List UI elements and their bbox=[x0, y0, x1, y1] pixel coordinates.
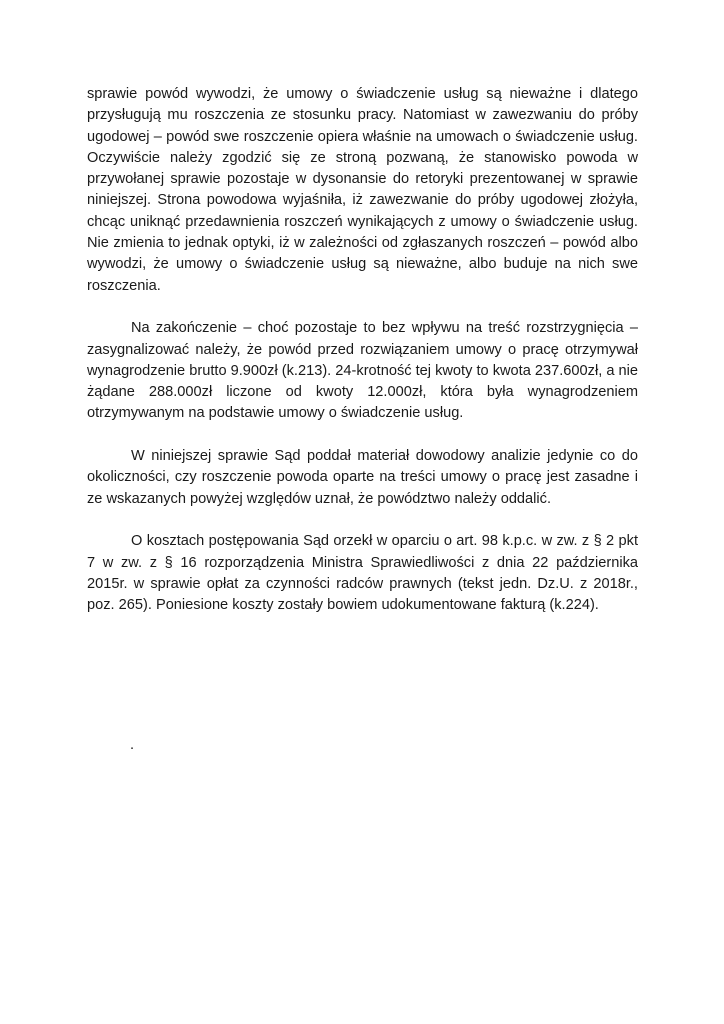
paragraph-salary-note: Na zakończenie – choć pozostaje to bez wpływu na treść rozstrzygnięcia – zasygnalizować należy, że powód przed rozwiązaniem umowy o pracę otrzymywał wynagrodzenie brutto 9.900zł (k.213). 24-krotność tej kwoty to kwota 237.600zł, a nie żądane 288.000zł liczone od kwoty 12.000zł, która była wynagrodzeniem otrzymywanym na podstawie umowy o świadczenie usług. bbox=[87, 320, 638, 422]
paragraph-continuation: sprawie powód wywodzi, że umowy o świadczenie usług są nieważne i dlatego przysługują mu roszczenia ze stosunku pracy. Natomiast w zawezwaniu do próby ugodowej – powód swe roszczenie opiera właśnie na umowach o świadczenie usług. Oczywiście należy zgodzić się ze stroną pozwaną, że stanowisko powoda w przywołanej sprawie pozostaje w dysonansie do retoryki prezentowanej w sprawie niniejszej. Strona powodowa wyjaśniła, iż zawezwanie do próby ugodowej złożyła, chcąc uniknąć przedawnienia roszczeń wynikających z umowy o świadczenie usług. Nie zmienia to jednak optyki, iż w zależności od zgłaszanych roszczeń – powód albo wywodzi, że umowy o świadczenie usług są nieważne, albo buduje na nich swe roszczenia. bbox=[87, 86, 638, 294]
trailing-mark: . bbox=[130, 737, 135, 753]
paragraph-court-analysis: W niniejszej sprawie Sąd poddał materiał dowodowy analizie jedynie co do okoliczności, czy roszczenie powoda oparte na treści umowy o pracę jest zasadne i ze wskazanych powyżej względów uznał, że powództwo należy oddalić. bbox=[87, 448, 638, 507]
document-body bbox=[87, 84, 638, 638]
paragraph-costs: O kosztach postępowania Sąd orzekł w oparciu o art. 98 k.p.c. w zw. z § 2 pkt 7 w zw. z § 16 rozporządzenia Ministra Sprawiedliwości z dnia 22 października 2015r. w sprawie opłat za czynności radców prawnych (tekst jedn. Dz.U. z 2018r., poz. 265). Poniesione koszty zostały bowiem udokumentowane fakturą (k.224). bbox=[87, 533, 638, 614]
